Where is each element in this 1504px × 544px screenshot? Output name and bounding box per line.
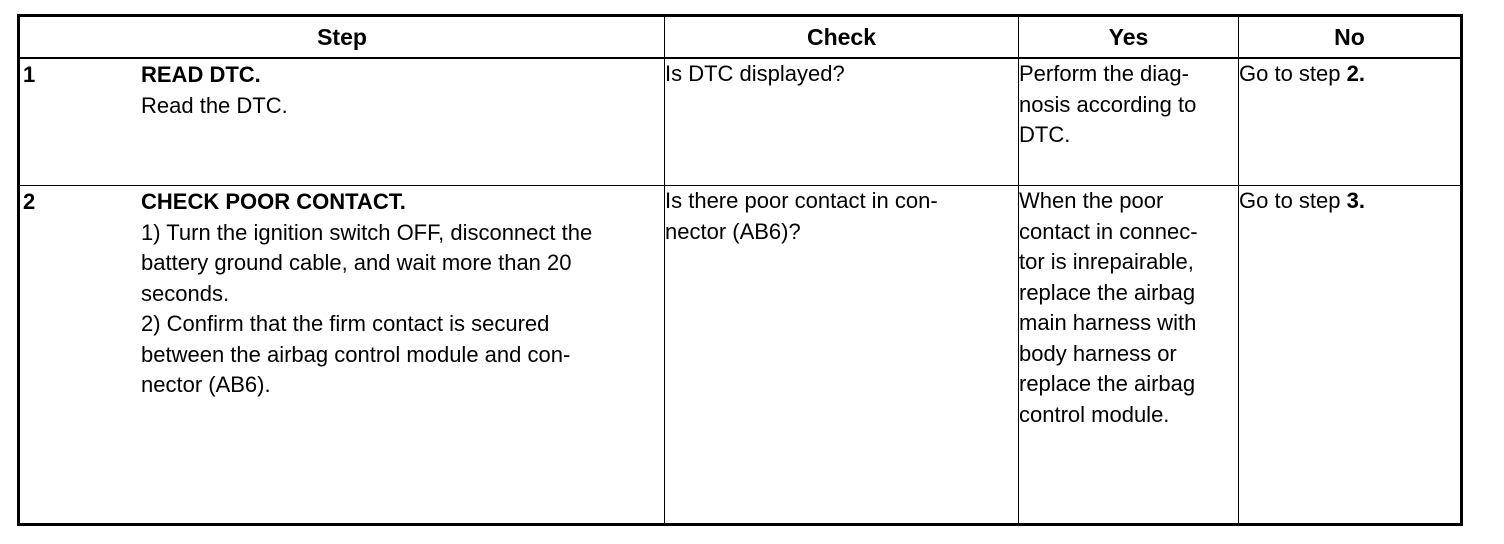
table-row: [19, 186, 1462, 525]
step-line: battery ground cable, and wait more than 20: [141, 250, 572, 275]
no-step-ref: 2.: [1346, 61, 1365, 86]
yes-cell: [1019, 186, 1239, 525]
yes-line: DTC.: [1019, 122, 1071, 147]
step-line: seconds.: [141, 280, 230, 306]
check-line: Is there poor contact in con-: [665, 188, 938, 213]
diagnostic-table: [17, 14, 1463, 526]
check-line: nector (AB6)?: [665, 218, 801, 244]
yes-line: main harness with: [1019, 310, 1197, 335]
no-step-ref: 3.: [1346, 188, 1365, 213]
yes-line: control module.: [1019, 401, 1170, 427]
step-number: 2: [23, 189, 36, 214]
table-header-row: [19, 16, 1462, 59]
header-no: No: [1239, 16, 1462, 59]
yes-line: replace the airbag: [1019, 279, 1196, 305]
step-title: CHECK POOR CONTACT.: [141, 189, 406, 214]
check-cell: [665, 186, 1019, 525]
check-line: Is DTC displayed?: [665, 61, 845, 86]
yes-line: nosis according to: [1019, 91, 1197, 117]
yes-line: contact in connec-: [1019, 218, 1198, 244]
step-line: Read the DTC.: [141, 92, 288, 118]
no-text: Go to step: [1239, 188, 1347, 213]
step-number: 1: [23, 62, 36, 87]
no-text: Go to step: [1239, 61, 1347, 86]
header-step: Step: [19, 16, 665, 59]
step-line: 2) Confirm that the firm contact is secured: [141, 311, 550, 336]
step-cell: [19, 186, 665, 525]
yes-line: Perform the diag-: [1019, 61, 1189, 86]
yes-line: replace the airbag: [1019, 371, 1196, 396]
check-cell: [665, 58, 1019, 186]
header-check: Check: [665, 16, 1019, 59]
step-line: between the airbag control module and con-: [141, 341, 571, 367]
no-cell: [1239, 58, 1462, 186]
yes-line: body harness or: [1019, 340, 1177, 366]
yes-cell: [1019, 58, 1239, 186]
no-cell: [1239, 186, 1462, 525]
table-row: [19, 58, 1462, 186]
yes-line: When the poor: [1019, 188, 1164, 213]
step-line: nector (AB6).: [141, 372, 271, 397]
step-line: 1) Turn the ignition switch OFF, disconnect the: [141, 219, 593, 245]
step-cell: [19, 58, 665, 186]
yes-line: tor is inrepairable,: [1019, 249, 1194, 274]
header-yes: Yes: [1019, 16, 1239, 59]
step-title: READ DTC.: [141, 62, 261, 87]
